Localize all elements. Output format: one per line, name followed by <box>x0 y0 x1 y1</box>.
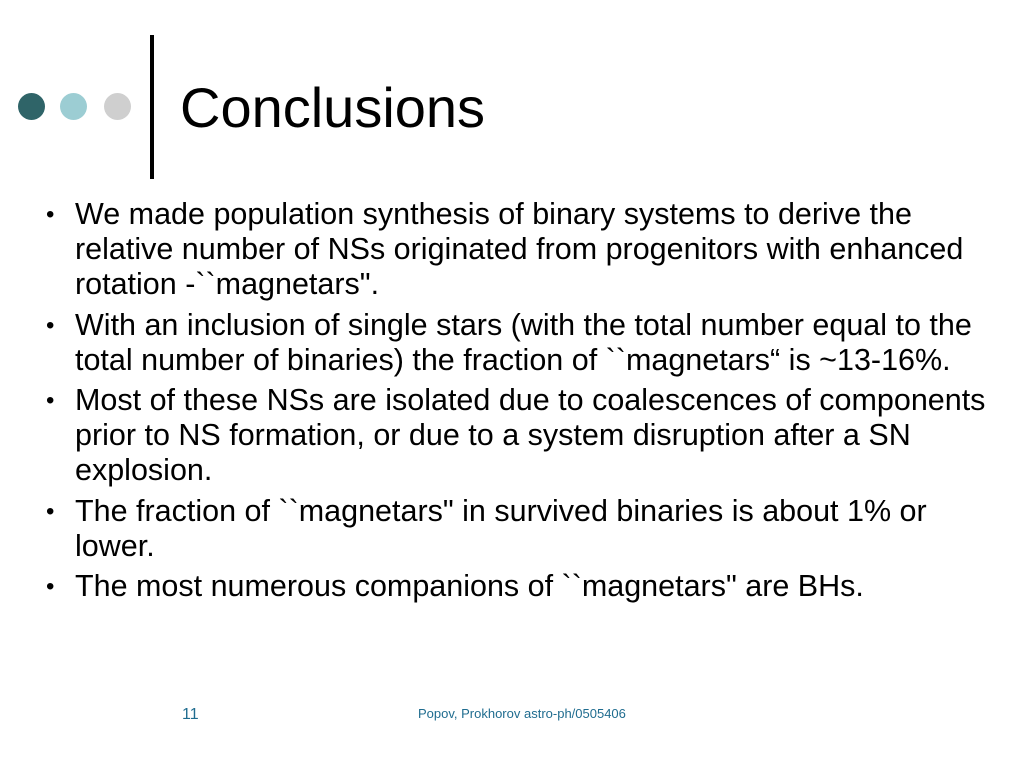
bullet-text: With an inclusion of single stars (with the total number equal to the total number of binaries) the fraction of ``magnetars“ is ~13-16%. <box>75 307 972 377</box>
bullet-mark: • <box>46 497 55 525</box>
bullet-list <box>46 197 996 610</box>
footer-citation: Popov, Prokhorov astro-ph/0505406 <box>418 706 626 721</box>
bullet-item <box>46 494 996 564</box>
slide-title: Conclusions <box>180 76 486 139</box>
bullet-mark: • <box>46 573 55 600</box>
bullet-item <box>46 383 996 488</box>
bullet-mark: • <box>46 387 55 414</box>
bullet-item <box>46 308 996 378</box>
decor-dot-dark <box>18 93 45 120</box>
decor-dot-gray <box>104 93 131 120</box>
bullet-mark: • <box>46 201 55 228</box>
page-number: 11 <box>182 706 199 723</box>
decor-dot-light <box>60 93 87 120</box>
bullet-item <box>46 569 996 604</box>
bullet-text: Most of these NSs are isolated due to coalescences of components prior to NS formation, or due to a system disruption after a SN explosion. <box>75 383 986 487</box>
bullet-text: The most numerous companions of ``magnetars" are BHs. <box>75 569 864 603</box>
bullet-text: We made population synthesis of binary systems to derive the relative number of NSs originated from progenitors with enhanced rotation -``magnetars". <box>75 197 964 301</box>
bullet-item <box>46 197 996 302</box>
title-divider <box>150 35 154 179</box>
bullet-mark: • <box>46 311 55 339</box>
bullet-text: The fraction of ``magnetars" in survived binaries is about 1% or lower. <box>75 493 927 563</box>
